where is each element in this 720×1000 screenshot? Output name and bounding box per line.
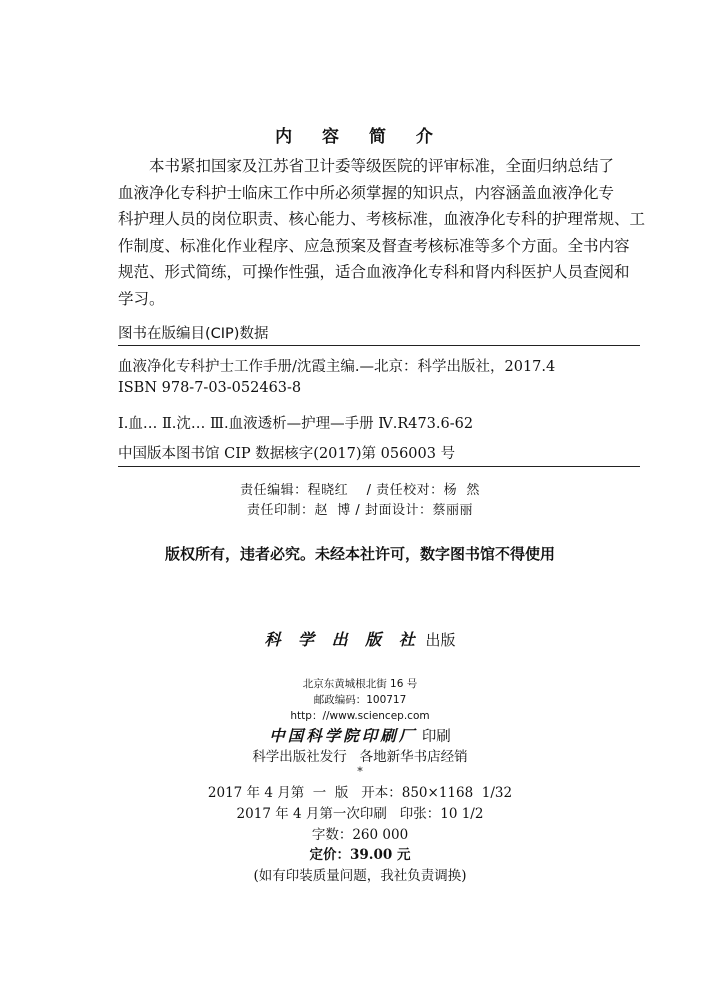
cip-title-line: 血液净化专科护士工作手册/沈霞主编.—北京：科学出版社，2017.4 xyxy=(118,359,556,375)
publisher-line xyxy=(0,627,720,650)
publisher-url: http：//www.sciencep.com xyxy=(290,710,430,722)
cip-isbn: ISBN 978-7-03-052463-8 xyxy=(118,380,302,396)
summary-line: 血液净化专科护士临床工作中所必须掌握的知识点，内容涵盖血液净化专 xyxy=(118,183,615,202)
editor-credits: 责任编辑：程晓红 / 责任校对：杨 然 xyxy=(240,483,480,498)
cip-heading: 图书在版编目(CIP)数据 xyxy=(118,326,269,342)
summary-line: 规范、形式简练，可操作性强，适合血液净化专科和肾内科医护人员查阅和 xyxy=(118,263,630,281)
cip-record-number: 中国版本图书馆 CIP 数据核字(2017)第 056003 号 xyxy=(118,446,456,462)
printer-line xyxy=(0,724,720,746)
summary-title: 内 容 简 介 xyxy=(275,127,445,147)
printing-line: 2017 年 4 月第一次印刷 印张：10 1/2 xyxy=(236,806,484,822)
separator-star: * xyxy=(357,765,363,778)
publisher-address: 北京东黄城根北街 16 号 xyxy=(302,678,418,690)
publisher-name: 科 学 出 版 社 xyxy=(264,630,421,649)
publisher-postcode: 邮政编码：100717 xyxy=(313,694,407,706)
price: 定价：39.00 元 xyxy=(309,847,411,863)
word-count: 字数：260 000 xyxy=(311,827,409,843)
quality-note: (如有印装质量问题，我社负责调换) xyxy=(253,868,467,884)
production-credits: 责任印制：赵 博 / 封面设计：蔡丽丽 xyxy=(247,503,473,518)
summary-line: 本书紧扣国家及江苏省卫计委等级医院的评审标准，全面归纳总结了 xyxy=(149,157,615,175)
summary-line: 作制度、标准化作业程序、应急预案及督查考核标准等多个方面。全书内容 xyxy=(118,236,630,255)
copyright-notice: 版权所有，违者必究。未经本社许可，数字图书馆不得使用 xyxy=(164,545,555,563)
edition-line: 2017 年 4 月第 一 版 开本：850×1168 1/32 xyxy=(207,785,513,801)
summary-line: 科护理人员的岗位职责、核心能力、考核标准，血液净化专科的护理常规、工 xyxy=(118,210,646,228)
printer-suffix: 印刷 xyxy=(421,729,451,745)
summary-line: 学习。 xyxy=(118,289,165,308)
cip-top-rule xyxy=(118,345,640,346)
publisher-suffix: 出版 xyxy=(425,631,456,649)
cip-bottom-rule xyxy=(118,466,640,467)
distribution-line: 科学出版社发行 各地新华书店经销 xyxy=(252,749,468,765)
summary-text xyxy=(118,153,646,312)
cip-classification: Ⅰ.血… Ⅱ.沈… Ⅲ.血液透析—护理—手册 Ⅳ.R473.6-62 xyxy=(118,416,474,432)
printer-name: 中国科学院印刷厂 xyxy=(269,726,418,745)
